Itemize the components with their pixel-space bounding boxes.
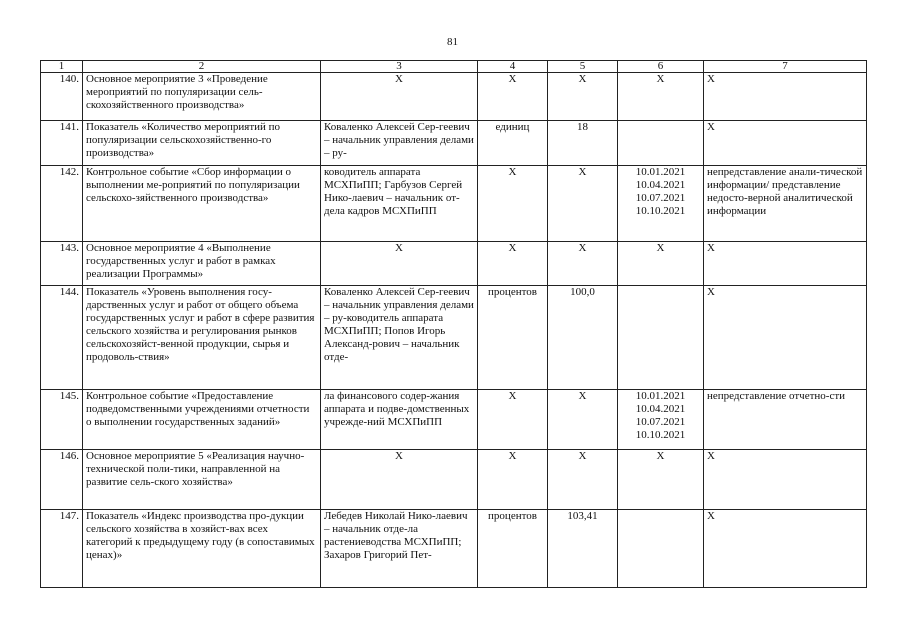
executor-cell: ководитель аппарата МСХПиПП; Гарбузов Сергей Нико-лаевич – начальник от-дела кадров МСХПиПП — [321, 166, 478, 242]
dates-cell: 10.01.2021 10.04.2021 10.07.2021 10.10.2021 — [618, 166, 704, 242]
table-row — [41, 166, 867, 242]
dates-cell: X — [618, 450, 704, 510]
column-number-row — [41, 61, 867, 73]
dates-cell — [618, 286, 704, 390]
unit-cell: X — [478, 73, 548, 121]
value-cell: X — [548, 242, 618, 286]
dates-cell: X — [618, 242, 704, 286]
table-row — [41, 121, 867, 166]
executor-cell: X — [321, 73, 478, 121]
risk-cell: X — [704, 286, 867, 390]
value-cell: X — [548, 73, 618, 121]
executor-cell: X — [321, 242, 478, 286]
column-header: 5 — [548, 61, 618, 73]
column-header: 2 — [83, 61, 321, 73]
executor-cell: Коваленко Алексей Сер-геевич – начальник управления делами – ру- — [321, 121, 478, 166]
table-row — [41, 510, 867, 588]
column-header: 6 — [618, 61, 704, 73]
row-number: 144. — [41, 286, 83, 390]
risk-cell: X — [704, 121, 867, 166]
table-row — [41, 73, 867, 121]
unit-cell: X — [478, 390, 548, 450]
column-header: 4 — [478, 61, 548, 73]
value-cell: 103,41 — [548, 510, 618, 588]
value-cell: X — [548, 166, 618, 242]
table-row — [41, 390, 867, 450]
unit-cell: процентов — [478, 286, 548, 390]
unit-cell: единиц — [478, 121, 548, 166]
program-activities-table — [40, 60, 867, 588]
activity-name: Основное мероприятие 4 «Выполнение государственных услуг и работ в рамках реализации Программы» — [83, 242, 321, 286]
dates-cell — [618, 121, 704, 166]
table-row — [41, 450, 867, 510]
activity-name: Контрольное событие «Сбор информации о выполнении ме-роприятий по популяризации сельскохо-зяйственного производства» — [83, 166, 321, 242]
row-number: 147. — [41, 510, 83, 588]
executor-cell: ла финансового содер-жания аппарата и подве-домственных учрежде-ний МСХПиПП — [321, 390, 478, 450]
risk-cell: X — [704, 450, 867, 510]
column-header: 1 — [41, 61, 83, 73]
risk-cell: X — [704, 73, 867, 121]
value-cell: 18 — [548, 121, 618, 166]
unit-cell: процентов — [478, 510, 548, 588]
value-cell: X — [548, 390, 618, 450]
activity-name: Основное мероприятие 5 «Реализация научно-технической поли-тики, направленной на развитие сель-ского хозяйства» — [83, 450, 321, 510]
risk-cell: непредставление отчетно-сти — [704, 390, 867, 450]
unit-cell: X — [478, 450, 548, 510]
column-header: 3 — [321, 61, 478, 73]
row-number: 143. — [41, 242, 83, 286]
risk-cell: X — [704, 510, 867, 588]
row-number: 141. — [41, 121, 83, 166]
unit-cell: X — [478, 166, 548, 242]
column-header: 7 — [704, 61, 867, 73]
page-number: 81 — [447, 36, 458, 48]
executor-cell: Коваленко Алексей Сер-геевич – начальник управления делами – ру-ководитель аппарата МСХПиПП; Попов Игорь Александ-рович – начальник отде- — [321, 286, 478, 390]
table-row — [41, 286, 867, 390]
table-row — [41, 242, 867, 286]
activity-name: Показатель «Индекс производства про-дукции сельского хозяйства в хозяйст-вах всех категорий к предыдущему году (в сопоставимых ценах)» — [83, 510, 321, 588]
value-cell: 100,0 — [548, 286, 618, 390]
row-number: 145. — [41, 390, 83, 450]
row-number: 146. — [41, 450, 83, 510]
dates-cell: X — [618, 73, 704, 121]
row-number: 140. — [41, 73, 83, 121]
activity-name: Показатель «Уровень выполнения госу-дарственных услуг и работ от общего объема государственных услуг и работ в сфере развития сельского хозяйства и регулирования рынков сельскохозяйст-венной продукции, сырья и продоволь-ствия» — [83, 286, 321, 390]
executor-cell: X — [321, 450, 478, 510]
risk-cell: непредставление анали-тической информации/ представление недосто-верной аналитической информации — [704, 166, 867, 242]
row-number: 142. — [41, 166, 83, 242]
activity-name: Основное мероприятие 3 «Проведение мероприятий по популяризации сель-скохозяйственного производства» — [83, 73, 321, 121]
dates-cell — [618, 510, 704, 588]
value-cell: X — [548, 450, 618, 510]
risk-cell: X — [704, 242, 867, 286]
unit-cell: X — [478, 242, 548, 286]
dates-cell: 10.01.2021 10.04.2021 10.07.2021 10.10.2021 — [618, 390, 704, 450]
activity-name: Показатель «Количество мероприятий по популяризации сельскохозяйственно-го производства» — [83, 121, 321, 166]
executor-cell: Лебедев Николай Нико-лаевич – начальник отде-ла растениеводства МСХПиПП; Захаров Григорий Пет- — [321, 510, 478, 588]
activity-name: Контрольное событие «Предоставление подведомственными учреждениями отчетности о выполнении государственных заданий» — [83, 390, 321, 450]
